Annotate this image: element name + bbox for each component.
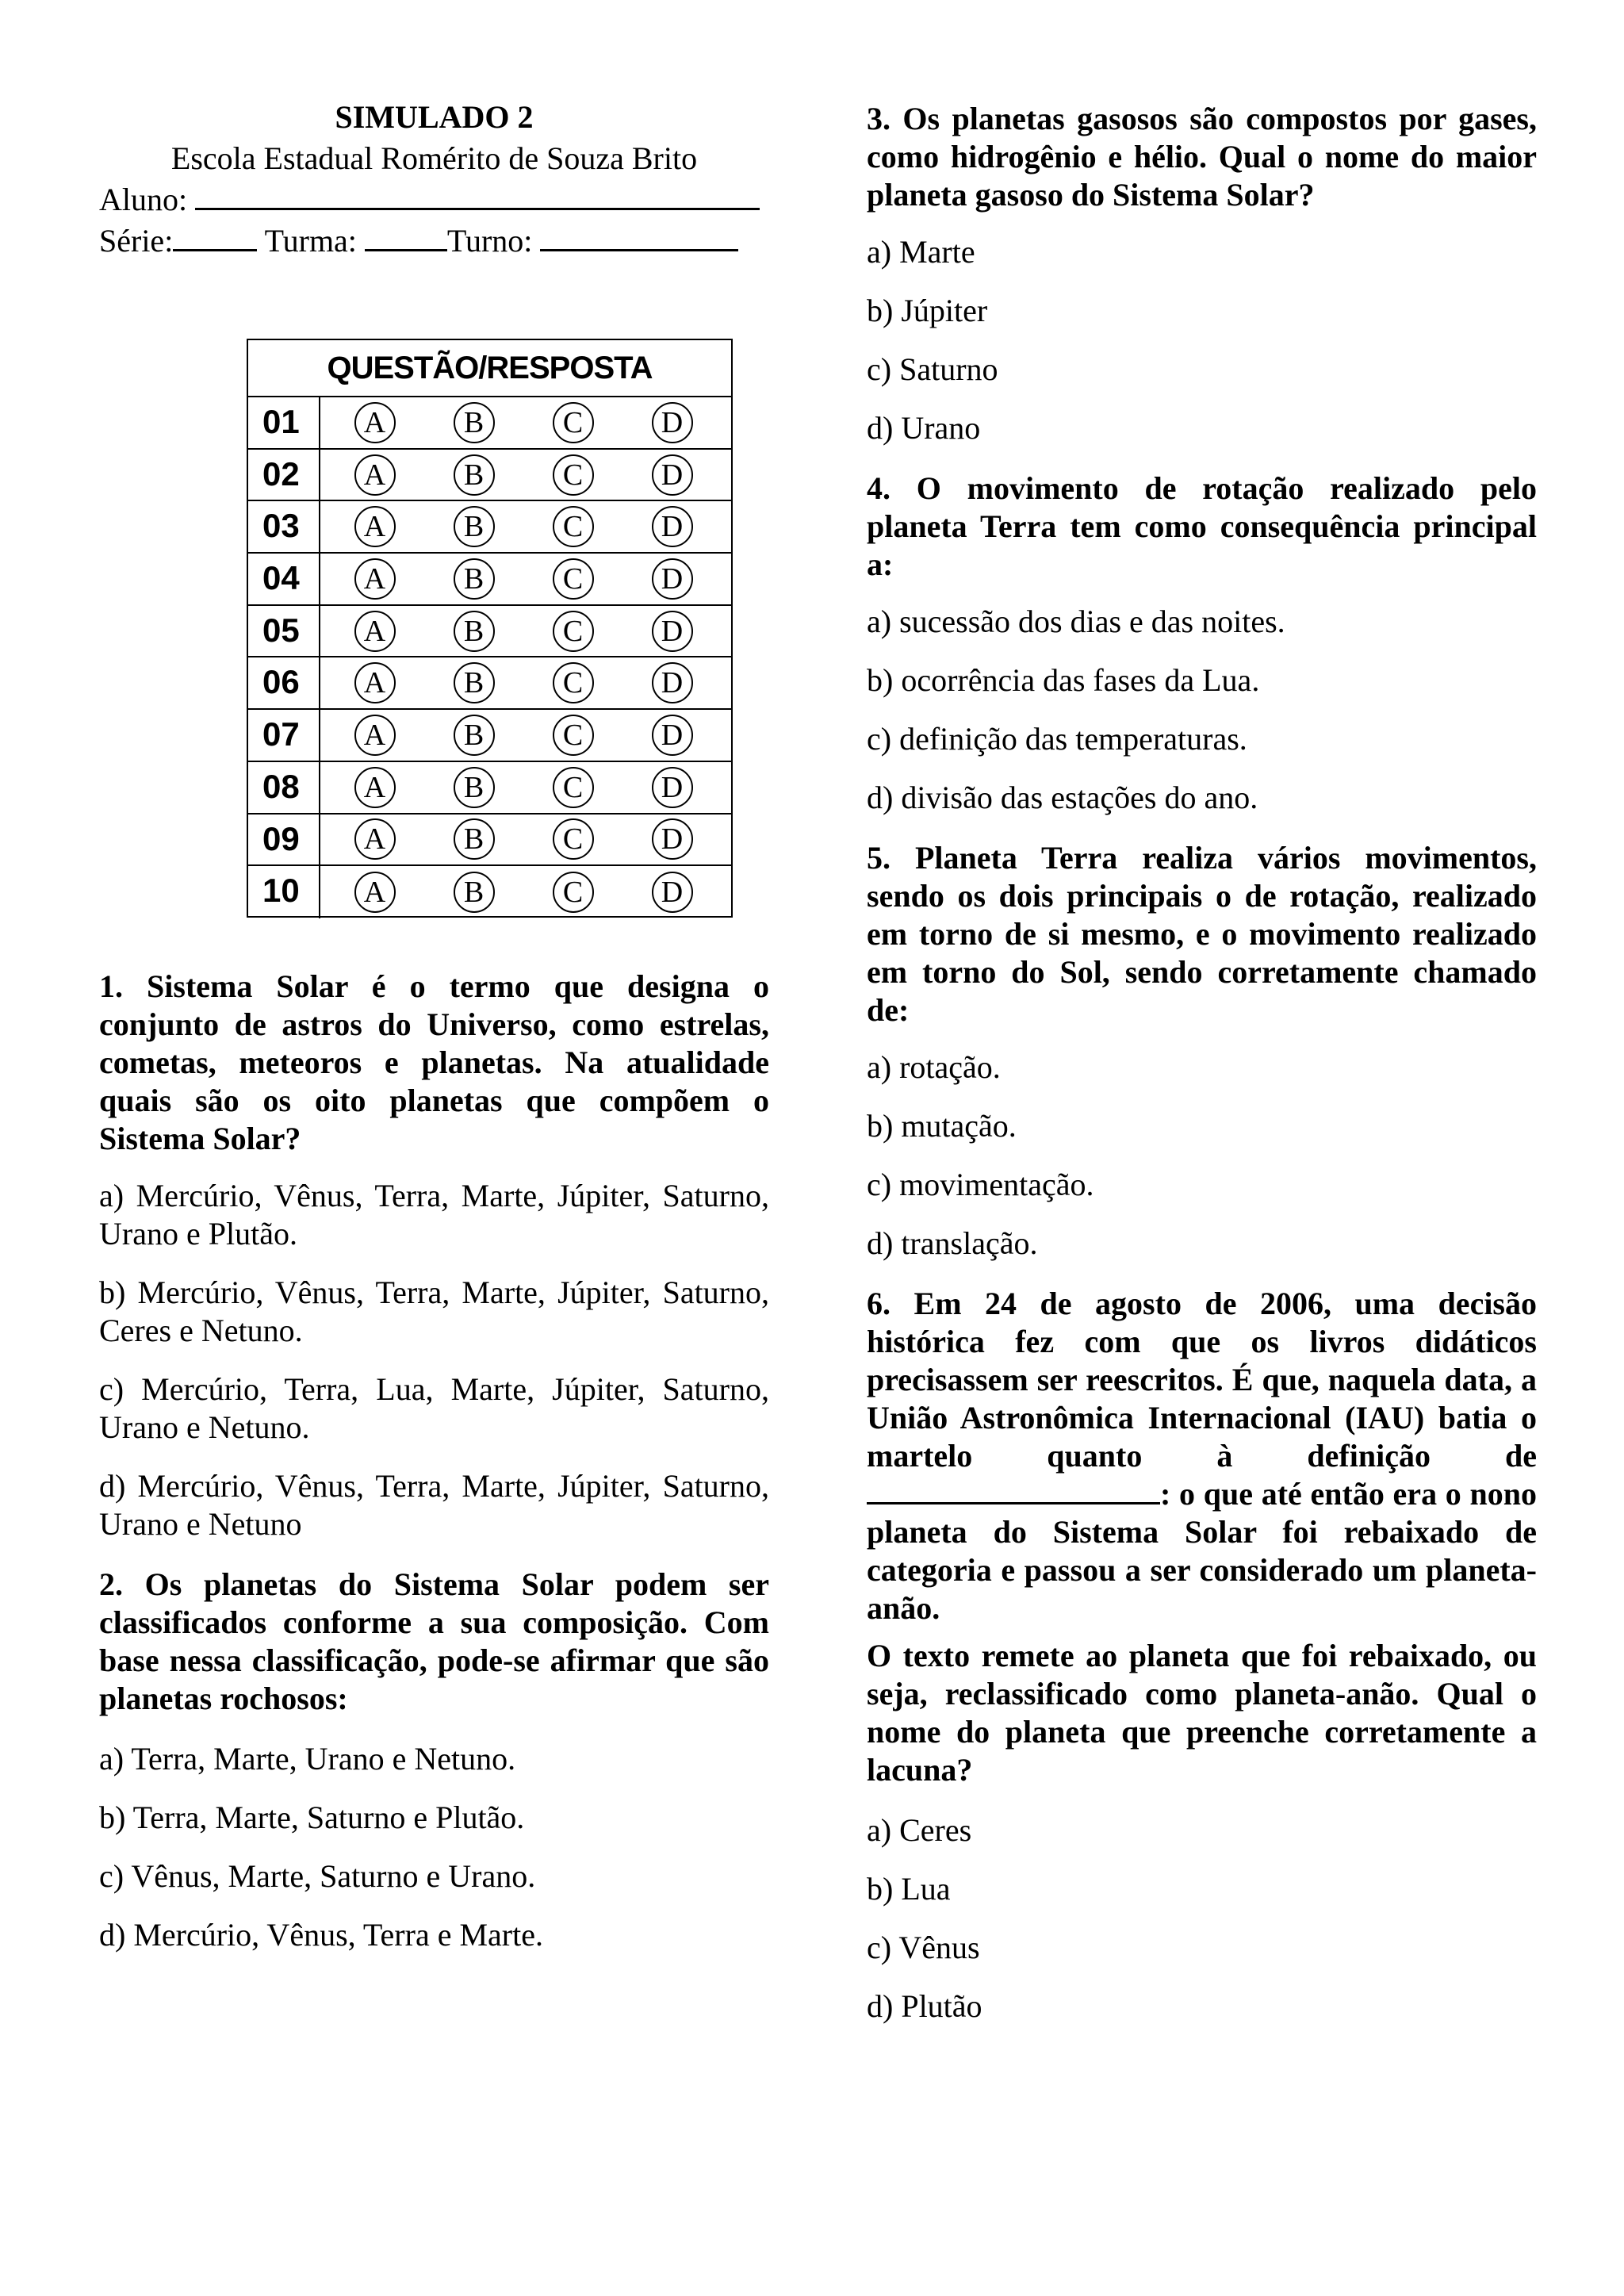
serie-field[interactable]	[173, 222, 257, 251]
q5-option-c[interactable]: c) movimentação.	[867, 1167, 1094, 1202]
answer-row-options	[320, 710, 731, 761]
question-2-text: 2. Os planetas do Sistema Solar podem ser classificados conforme a sua composição. Com base nessa classificação, pode-se afirmar que são planetas rochosos:	[99, 1566, 769, 1716]
answer-row-01	[248, 397, 731, 450]
answer-bubble-08-c[interactable]: C	[553, 767, 594, 808]
q6-option-d[interactable]: d) Plutão	[867, 1988, 982, 2024]
turno-field[interactable]	[540, 222, 738, 251]
answer-row-number: 03	[248, 501, 320, 552]
answer-bubble-06-b[interactable]: B	[454, 662, 495, 703]
answer-bubble-05-a[interactable]: A	[354, 611, 396, 652]
answer-bubble-02-a[interactable]: A	[354, 454, 396, 496]
answer-row-options	[320, 450, 731, 500]
answer-bubble-02-d[interactable]: D	[652, 454, 693, 496]
q5-option-d[interactable]: d) translação.	[867, 1225, 1038, 1261]
answer-bubble-03-d[interactable]: D	[652, 506, 693, 547]
aluno-label: Aluno:	[99, 182, 188, 217]
question-1-text: 1. Sistema Solar é o termo que designa o conjunto de astros do Universo, como estrelas, cometas, meteoros e planetas. Na atualidade quais são os oito planetas que compõem o Sistema Solar?	[99, 968, 769, 1156]
answer-bubble-08-a[interactable]: A	[354, 767, 396, 808]
answer-row-options	[320, 397, 731, 448]
exam-title: SIMULADO 2	[335, 99, 534, 135]
answer-bubble-02-b[interactable]: B	[454, 454, 495, 496]
answer-row-options	[320, 815, 731, 865]
answer-bubble-07-c[interactable]: C	[553, 715, 594, 756]
q6-text-after-blank: : o que até então era o nono planeta do Sistema Solar foi rebaixado de categoria e passou a ser considerado um planeta-anão.	[867, 1476, 1537, 1626]
question-3-text: 3. Os planetas gasosos são compostos por gases, como hidrogênio e hélio. Qual o nome do maior planeta gasoso do Sistema Solar?	[867, 101, 1537, 213]
answer-bubble-07-d[interactable]: D	[652, 715, 693, 756]
student-name-line	[99, 179, 760, 220]
q6-option-a[interactable]: a) Ceres	[867, 1812, 972, 1848]
q1-option-d[interactable]: d) Mercúrio, Vênus, Terra, Marte, Júpiter, Saturno, Urano e Netuno	[99, 1468, 769, 1542]
q1-option-a[interactable]: a) Mercúrio, Vênus, Terra, Marte, Júpiter, Saturno, Urano e Plutão.	[99, 1178, 769, 1251]
answer-bubble-04-c[interactable]: C	[553, 558, 594, 600]
answer-bubble-05-c[interactable]: C	[553, 611, 594, 652]
answer-bubble-03-a[interactable]: A	[354, 506, 396, 547]
turno-label: Turno:	[446, 223, 533, 259]
answer-bubble-10-c[interactable]: C	[553, 872, 594, 913]
answer-bubble-08-b[interactable]: B	[454, 767, 495, 808]
q2-option-c[interactable]: c) Vênus, Marte, Saturno e Urano.	[99, 1858, 536, 1894]
answer-row-number: 05	[248, 606, 320, 657]
answer-bubble-10-b[interactable]: B	[454, 872, 495, 913]
q5-option-a[interactable]: a) rotação.	[867, 1049, 1001, 1085]
answer-bubble-09-a[interactable]: A	[354, 818, 396, 860]
answer-row-number: 08	[248, 762, 320, 813]
answer-bubble-09-d[interactable]: D	[652, 818, 693, 860]
answer-row-03	[248, 501, 731, 554]
answer-bubble-01-c[interactable]: C	[553, 402, 594, 443]
answer-bubble-02-c[interactable]: C	[553, 454, 594, 496]
answer-row-number: 07	[248, 710, 320, 761]
answer-bubble-03-b[interactable]: B	[454, 506, 495, 547]
q3-option-d[interactable]: d) Urano	[867, 410, 981, 446]
q3-option-c[interactable]: c) Saturno	[867, 351, 998, 387]
answer-bubble-03-c[interactable]: C	[553, 506, 594, 547]
q5-option-b[interactable]: b) mutação.	[867, 1108, 1017, 1144]
q4-option-a[interactable]: a) sucessão dos dias e das noites.	[867, 604, 1285, 639]
answer-bubble-05-d[interactable]: D	[652, 611, 693, 652]
answer-row-number: 02	[248, 450, 320, 500]
answer-row-options	[320, 606, 731, 657]
q3-option-b[interactable]: b) Júpiter	[867, 293, 988, 328]
answer-bubble-04-d[interactable]: D	[652, 558, 693, 600]
answer-row-06	[248, 657, 731, 710]
q2-option-b[interactable]: b) Terra, Marte, Saturno e Plutão.	[99, 1800, 525, 1835]
q6-option-b[interactable]: b) Lua	[867, 1871, 951, 1907]
answer-bubble-04-b[interactable]: B	[454, 558, 495, 600]
answer-row-number: 10	[248, 866, 320, 918]
q6-option-c[interactable]: c) Vênus	[867, 1930, 980, 1965]
answer-bubble-06-d[interactable]: D	[652, 662, 693, 703]
answer-row-number: 06	[248, 657, 320, 708]
answer-bubble-07-b[interactable]: B	[454, 715, 495, 756]
answer-bubble-07-a[interactable]: A	[354, 715, 396, 756]
question-6-text	[867, 1285, 1537, 1627]
answer-row-options	[320, 866, 731, 918]
answer-row-02	[248, 450, 731, 502]
student-name-field[interactable]	[195, 181, 760, 210]
answer-bubble-01-b[interactable]: B	[454, 402, 495, 443]
answer-bubble-10-d[interactable]: D	[652, 872, 693, 913]
serie-label: Série:	[99, 223, 174, 259]
q2-option-d[interactable]: d) Mercúrio, Vênus, Terra e Marte.	[99, 1917, 543, 1953]
question-6-prompt: O texto remete ao planeta que foi rebaixado, ou seja, reclassificado como planeta-anão. Qual o nome do planeta que preenche corretamente a lacuna?	[867, 1638, 1537, 1788]
answer-row-04	[248, 554, 731, 606]
q1-option-c[interactable]: c) Mercúrio, Terra, Lua, Marte, Júpiter, Saturno, Urano e Netuno.	[99, 1371, 769, 1445]
q6-blank	[867, 1478, 1160, 1504]
answer-row-10	[248, 866, 731, 918]
answer-bubble-01-a[interactable]: A	[354, 402, 396, 443]
answer-grid	[247, 339, 733, 918]
answer-grid-title: QUESTÃO/RESPOSTA	[248, 340, 731, 397]
answer-row-options	[320, 657, 731, 708]
answer-bubble-09-b[interactable]: B	[454, 818, 495, 860]
answer-bubble-01-d[interactable]: D	[652, 402, 693, 443]
q1-option-b[interactable]: b) Mercúrio, Vênus, Terra, Marte, Júpiter, Saturno, Ceres e Netuno.	[99, 1274, 769, 1348]
answer-bubble-06-a[interactable]: A	[354, 662, 396, 703]
answer-bubble-06-c[interactable]: C	[553, 662, 594, 703]
q6-text-before-blank: 6. Em 24 de agosto de 2006, uma decisão histórica fez com que os livros didáticos precisassem ser reescritos. É que, naquela data, a União Astronômica Internacional (IAU) batia o martelo quanto à definição de	[867, 1286, 1537, 1474]
turma-field[interactable]	[365, 222, 447, 251]
answer-bubble-10-a[interactable]: A	[354, 872, 396, 913]
q4-option-b[interactable]: b) ocorrência das fases da Lua.	[867, 662, 1260, 698]
answer-row-options	[320, 762, 731, 813]
q2-option-a[interactable]: a) Terra, Marte, Urano e Netuno.	[99, 1741, 516, 1777]
class-info-line	[99, 220, 738, 262]
question-5-text: 5. Planeta Terra realiza vários movimentos, sendo os dois principais o de rotação, realizado em torno de si mesmo, e o movimento realizado em torno do Sol, sendo corretamente chamado de:	[867, 840, 1537, 1028]
answer-bubble-04-a[interactable]: A	[354, 558, 396, 600]
answer-row-options	[320, 554, 731, 604]
answer-row-options	[320, 501, 731, 552]
question-4-text: 4. O movimento de rotação realizado pelo planeta Terra tem como consequência principal a:	[867, 470, 1537, 582]
answer-row-number: 01	[248, 397, 320, 448]
answer-row-number: 04	[248, 554, 320, 604]
answer-row-05	[248, 606, 731, 658]
answer-bubble-09-c[interactable]: C	[553, 818, 594, 860]
q4-option-c[interactable]: c) definição das temperaturas.	[867, 721, 1247, 757]
q4-option-d[interactable]: d) divisão das estações do ano.	[867, 780, 1258, 815]
school-name: Escola Estadual Romérito de Souza Brito	[170, 140, 698, 176]
turma-label: Turma:	[264, 223, 357, 259]
answer-row-08	[248, 762, 731, 815]
answer-row-number: 09	[248, 815, 320, 865]
answer-bubble-08-d[interactable]: D	[652, 767, 693, 808]
answer-row-07	[248, 710, 731, 762]
answer-row-09	[248, 815, 731, 867]
q3-option-a[interactable]: a) Marte	[867, 234, 975, 270]
answer-bubble-05-b[interactable]: B	[454, 611, 495, 652]
